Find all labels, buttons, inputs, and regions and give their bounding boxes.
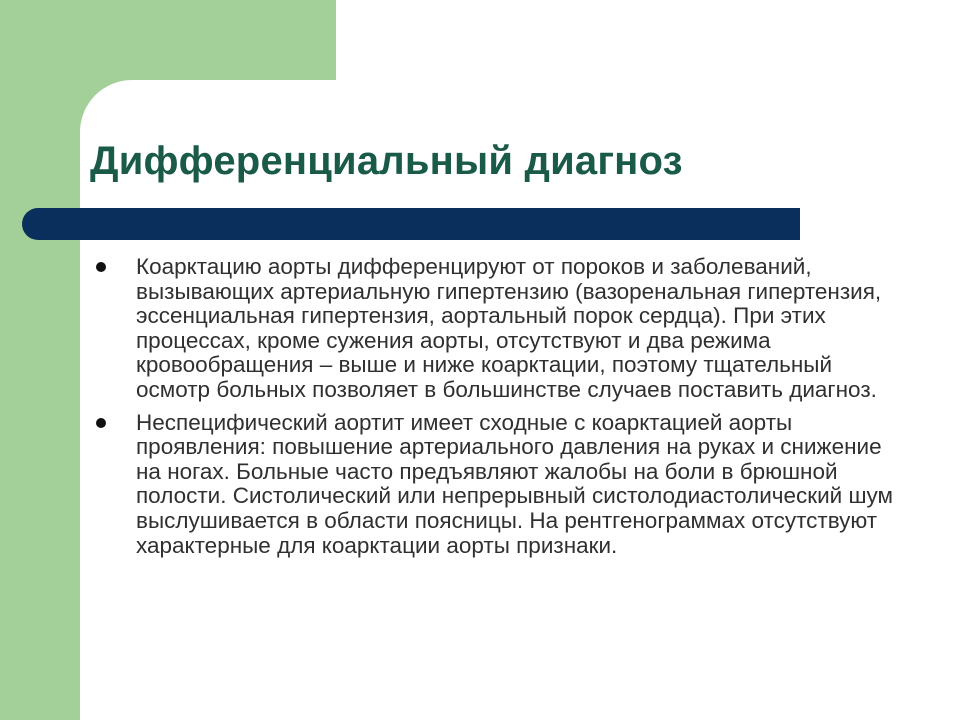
bullet-item-aortitis xyxy=(96,411,896,559)
bullet-dot-icon xyxy=(96,262,106,272)
bullet-text: Коарктацию аорты дифференцируют от пороков и заболеваний, вызывающих артериальную гипертензию (вазоренальная гипертензия, эссенциальная гипертензия, аортальный порок сердца). При этих процессах, кроме сужения аорты, отсутствуют и два режима кровообращения – выше и ниже коарктации, поэтому тщательный осмотр больных позволяет в большинстве случаев поставить диагноз. xyxy=(136,254,882,402)
bullet-list xyxy=(96,255,896,566)
bullet-item-coarctation xyxy=(96,255,896,403)
slide-title: Дифференциальный диагноз xyxy=(90,139,683,183)
title-underline-bar xyxy=(22,208,800,240)
bullet-text: Неспецифический аортит имеет сходные с коарктацией аорты проявления: повышение артериального давления на руках и снижение на ногах. Больные часто предъявляют жалобы на боли в брюшной полости. Систолический или непрерывный систолодиастолический шум выслушивается в области поясницы. На рентгенограммах отсутствуют характерные для коарктации аорты признаки. xyxy=(136,409,894,558)
bullet-dot-icon xyxy=(96,418,106,428)
